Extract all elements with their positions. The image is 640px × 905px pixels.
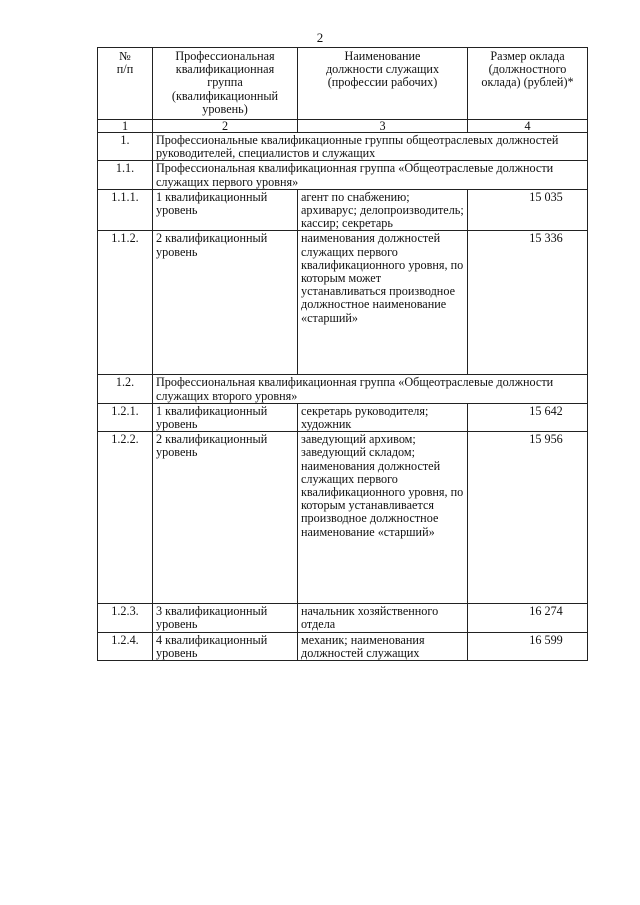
salary-value: 15 642 [468,403,588,431]
group-row [98,375,588,403]
salary-value: 15 956 [468,432,588,604]
qualification-level: 2 квалификационный уровень [153,432,298,604]
row-number: 1.2.3. [98,604,153,632]
header-row [98,48,588,120]
header-position-name: Наименование должности служащих (профессии рабочих) [298,48,468,120]
position-names: агент по снабжению; архиварус; делопроизводитель; кассир; секретарь [298,189,468,231]
group-row [98,161,588,189]
row-number: 1.2.4. [98,632,153,660]
group-number: 1.1. [98,161,153,189]
header-number: № п/п [98,48,153,120]
row-number: 1.2.2. [98,432,153,604]
group-title: Профессиональная квалификационная группа «Общеотраслевые должности служащих первого уровня» [153,161,588,189]
position-names: секретарь руководителя; художник [298,403,468,431]
header-salary: Размер оклада (должностного оклада) (рублей)* [468,48,588,120]
group-title: Профессиональная квалификационная группа «Общеотраслевые должности служащих второго уровня» [153,375,588,403]
row-number: 1.2.1. [98,403,153,431]
qualification-level: 4 квалификационный уровень [153,632,298,660]
salary-value: 16 599 [468,632,588,660]
qualification-level: 1 квалификационный уровень [153,403,298,431]
qualification-level: 2 квалификационный уровень [153,231,298,375]
row-number: 1.1.1. [98,189,153,231]
qualification-level: 3 квалификационный уровень [153,604,298,632]
column-number: 4 [468,120,588,133]
position-names: механик; наименования должностей служащих [298,632,468,660]
table-row [98,189,588,231]
column-number: 1 [98,120,153,133]
table-row [98,604,588,632]
salary-table [97,47,588,661]
page-number: 2 [316,30,324,45]
table-row [98,403,588,431]
position-names: начальник хозяйственного отдела [298,604,468,632]
qualification-level: 1 квалификационный уровень [153,189,298,231]
table-row [98,632,588,660]
column-numbers-row [98,120,588,133]
section-number: 1. [98,133,153,161]
position-names: заведующий архивом; заведующий складом; наименования должностей служащих первого квалификационного уровня, по которым устанавливается производное должностное наименование «старший» [298,432,468,604]
section-row [98,133,588,161]
column-number: 3 [298,120,468,133]
table-row [98,432,588,604]
salary-value: 16 274 [468,604,588,632]
header-qualification-group: Профессиональная квалификационная группа (квалификационный уровень) [153,48,298,120]
position-names: наименования должностей служащих первого квалификационного уровня, по которым может устанавливаться производное должностное наименование «старший» [298,231,468,375]
group-number: 1.2. [98,375,153,403]
salary-value: 15 035 [468,189,588,231]
salary-value: 15 336 [468,231,588,375]
section-title: Профессиональные квалификационные группы общеотраслевых должностей руководителей, специалистов и служащих [153,133,588,161]
column-number: 2 [153,120,298,133]
row-number: 1.1.2. [98,231,153,375]
table-row [98,231,588,375]
